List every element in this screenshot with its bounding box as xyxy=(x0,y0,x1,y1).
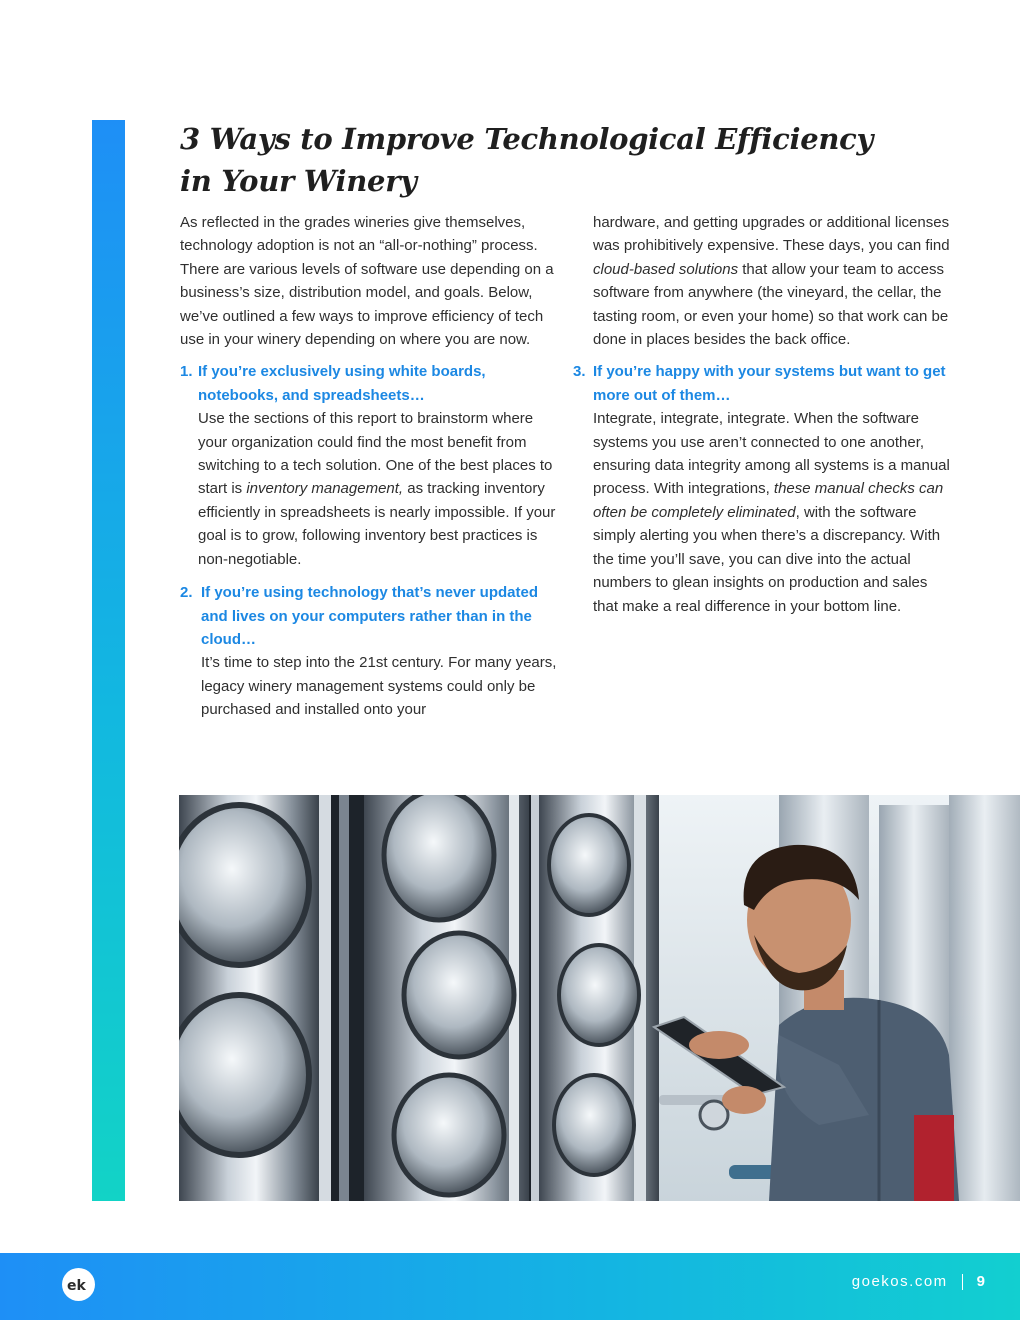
item-body-text: as tracking inventory efficiently in spreadsheets is nearly impossible. If your goal is to grow, following inventory best practices is non-negotiable. xyxy=(198,480,556,568)
page-footer xyxy=(0,1253,1020,1320)
item-heading: If you’re exclusively using white boards, notebooks, and spreadsheets… xyxy=(198,363,486,404)
list-item-1 xyxy=(180,360,560,571)
list-item-2 xyxy=(180,581,560,721)
item-body-text: that allow your team to access software from anywhere (the vineyard, the cellar, the tasting room, or even your home) so that work can be done in places besides the back office. xyxy=(593,260,949,349)
item-number: 1. xyxy=(180,363,193,381)
list-item-3 xyxy=(573,360,953,617)
title-line-1: 3 Ways to Improve Technological Efficiency xyxy=(180,122,874,156)
winery-tanks-worker-illustration xyxy=(179,795,1020,1201)
item-body-emphasis: these manual checks can often be completely eliminated xyxy=(593,480,944,521)
item-number: 2. xyxy=(180,584,193,602)
left-column xyxy=(180,211,560,722)
title-line-2: in Your Winery xyxy=(180,164,417,198)
item-body-emphasis: inventory management, xyxy=(246,480,404,498)
item-body-text: Integrate, integrate, integrate. When the software systems you use aren’t connected to one another, ensuring data integrity among all systems is a manual process. With integrations, xyxy=(593,410,950,498)
footer-divider xyxy=(962,1274,963,1290)
right-column xyxy=(573,211,953,618)
winery-photo xyxy=(179,795,1020,1201)
ekos-logo xyxy=(62,1268,95,1301)
item-number: 3. xyxy=(573,363,586,381)
item-body-text: , with the software simply alerting you when there’s a discrepancy. With the time you’ll save, you can dive into the actual numbers to glean insights on production and sales that make a real difference in your bottom line. xyxy=(593,503,941,615)
item-body-text: Use the sections of this report to brainstorm where your organization could find the most benefit from switching to a tech solution. One of the best places to start is xyxy=(198,410,553,498)
accent-bar xyxy=(92,120,125,1201)
item-heading: If you’re using technology that’s never updated and lives on your computers rather than in the cloud… xyxy=(201,584,538,648)
item-body-text: hardware, and getting upgrades or additional licenses was prohibitively expensive. These days, you can find xyxy=(593,214,950,255)
page-number: 9 xyxy=(976,1273,985,1290)
ekos-logo-mark xyxy=(67,1277,91,1293)
item-heading: If you’re happy with your systems but want to get more out of them… xyxy=(593,363,946,404)
logo-text: ek xyxy=(66,1277,86,1293)
item-body: It’s time to step into the 21st century. For many years, legacy winery management systems could only be purchased and installed onto your xyxy=(201,654,557,719)
item-body xyxy=(573,407,953,618)
page-title xyxy=(180,118,880,202)
item-2-continued xyxy=(573,211,953,351)
item-body xyxy=(180,407,560,571)
footer-info xyxy=(852,1273,985,1290)
website-link[interactable]: goekos.com xyxy=(851,1273,948,1290)
intro-paragraph: As reflected in the grades wineries give themselves, technology adoption is not an “all-or-nothing” process. There are various levels of software use depending on a business’s size, distribution model, and goals. Below, we’ve outlined a few ways to improve efficiency of tech use in your winery depending on where you are now. xyxy=(180,214,554,349)
item-body-emphasis: cloud-based solutions xyxy=(593,260,739,278)
